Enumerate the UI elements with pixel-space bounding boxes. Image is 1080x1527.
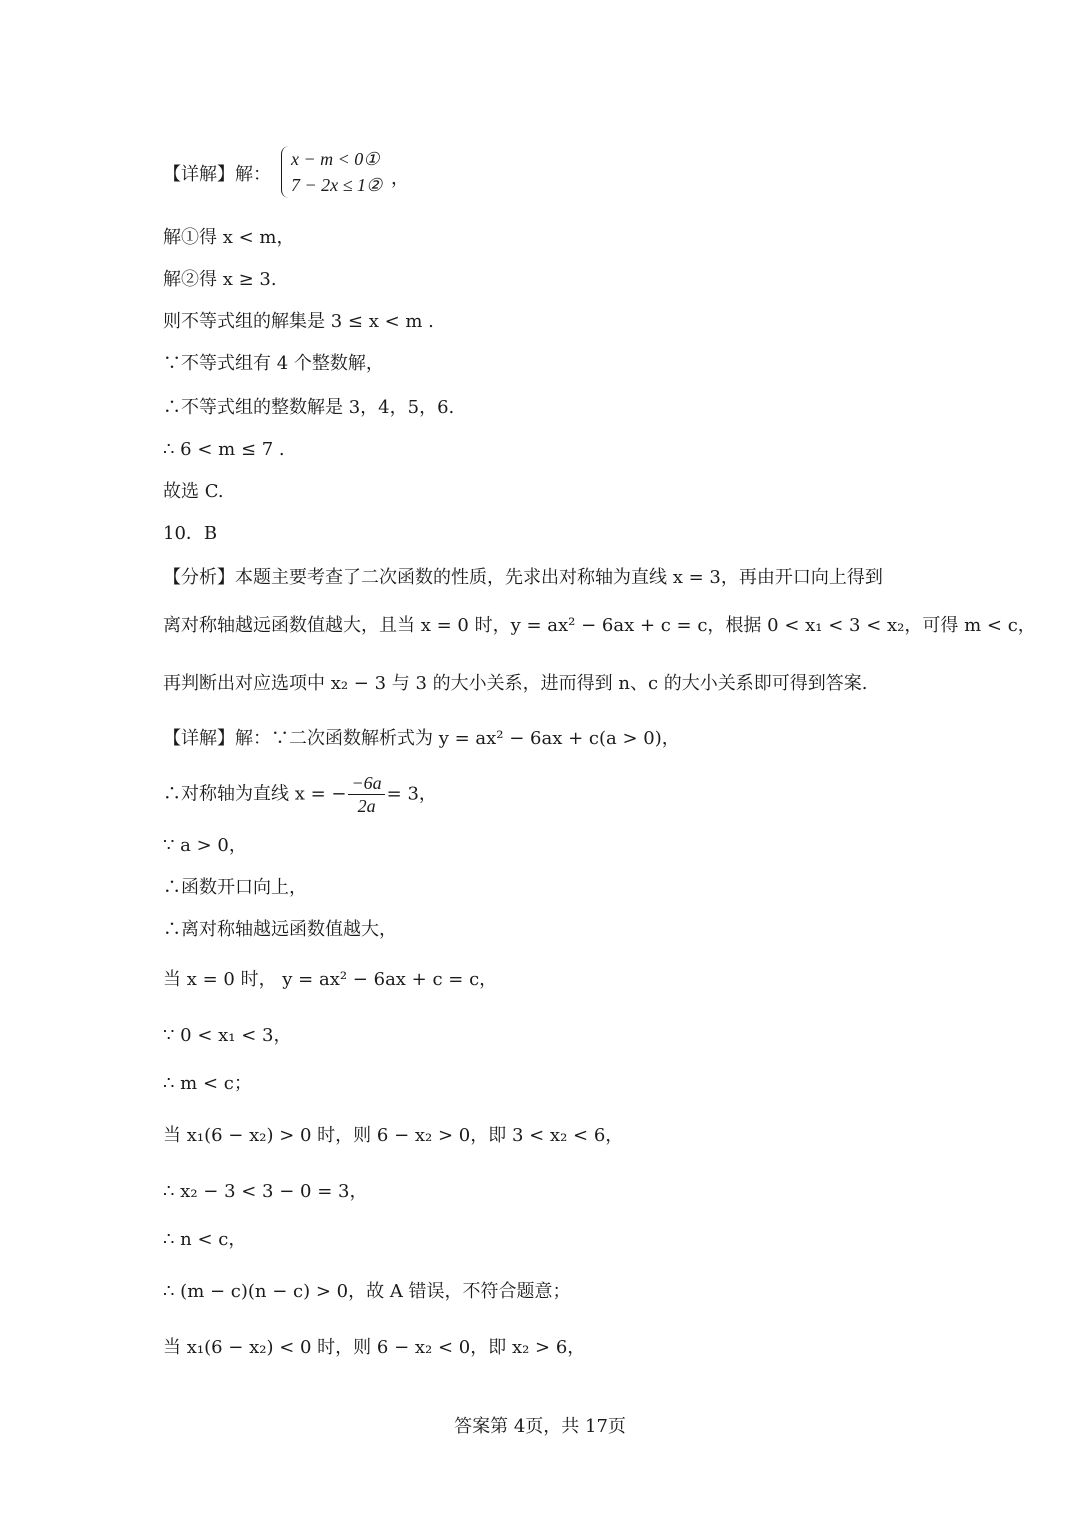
analysis-line: 【分析】本题主要考查了二次函数的性质，先求出对称轴为直线 x = 3，再由开口向上得到 [163,567,883,588]
axis-prefix: ∴对称轴为直线 x = − [163,783,347,805]
page-footer: 答案第 4页，共 17页 [454,1416,626,1437]
detail-intro: 【详解】解：∵二次函数解析式为 y = ax² − 6ax + c(a > 0)， [163,728,680,749]
analysis-line: 离对称轴越远函数值越大，且当 x = 0 时，y = ax² − 6ax + c = c，根据 0 < x₁ < 3 < x₂，可得 m < c， [163,615,1036,636]
text-line: ∴不等式组的整数解是 3，4，5，6. [163,397,455,418]
axis-denominator: 2a [357,796,376,816]
system-row-1: x − m < 0① [291,149,380,169]
system-row-2: 7 − 2x ≤ 1② [291,175,383,195]
step-line: ∵ a > 0， [163,835,247,856]
step-line: ∴ n < c， [163,1229,247,1250]
step-line: 当 x = 0 时， y = ax² − 6ax + c = c， [163,969,498,990]
axis-numerator: −6a [348,772,384,795]
step-line: ∴ x₂ − 3 < 3 − 0 = 3， [163,1181,368,1202]
system-tail: ， [391,168,409,189]
step-line: ∴ (m − c)(n − c) > 0，故 A 错误，不符合题意； [163,1281,571,1302]
step-line: 当 x₁(6 − x₂) > 0 时，则 6 − x₂ > 0，即 3 < x₂ < 6， [163,1125,624,1146]
step-line: ∴ m < c； [163,1073,252,1094]
step-line: ∴函数开口向上， [163,877,307,898]
axis-line [163,772,437,817]
step-line: 当 x₁(6 − x₂) < 0 时，则 6 − x₂ < 0，即 x₂ > 6， [163,1337,586,1358]
text-line: 解①得 x < m， [163,227,295,248]
detail-label: 【详解】解： [163,164,271,185]
system-rows [291,146,382,198]
axis-fraction [348,772,384,817]
text-line: 故选 C. [163,481,224,502]
question-number: 10．B [163,523,218,544]
text-line: 则不等式组的解集是 3 ≤ x < m . [163,311,434,332]
text-line: ∵不等式组有 4 个整数解， [163,353,384,374]
step-line: ∴离对称轴越远函数值越大， [163,919,397,940]
axis-suffix: = 3， [386,783,437,805]
step-line: ∵ 0 < x₁ < 3， [163,1025,292,1046]
analysis-line: 再判断出对应选项中 x₂ − 3 与 3 的大小关系，进而得到 n、c 的大小关系即可得到答案. [163,673,868,694]
text-line: 解②得 x ≥ 3. [163,269,277,290]
text-line: ∴ 6 < m ≤ 7 . [163,439,285,460]
